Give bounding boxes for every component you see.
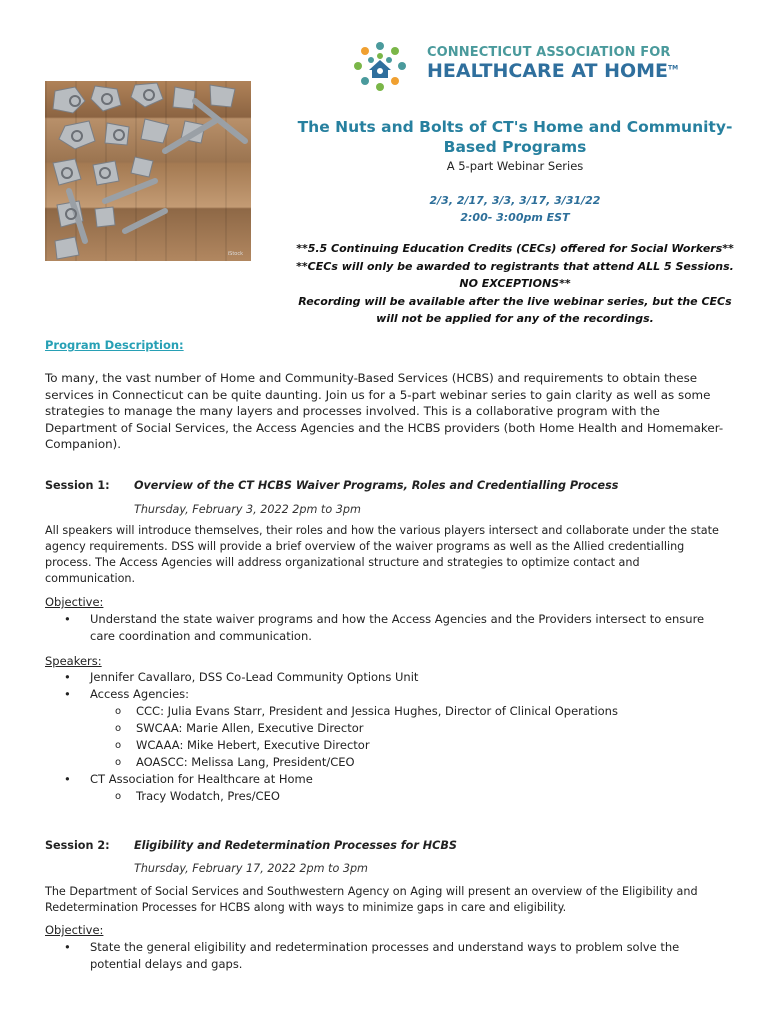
session2-description: The Department of Social Services and Southwestern Agency on Aging will present an overview of the Eligibility and Redetermination Processes for HCBS along with ways to minimize gaps in care and eligibility. xyxy=(45,885,698,914)
access-agency-item: o AOASCC: Melissa Lang, President/CEO xyxy=(115,755,355,769)
bullet-icon: • xyxy=(64,772,71,786)
session2-objective-label: Objective: xyxy=(45,923,104,937)
nuts-and-bolts-photo xyxy=(45,81,251,261)
cthh-speaker-item: o Tracy Wodatch, Pres/CEO xyxy=(115,789,280,803)
circle-bullet-icon: o xyxy=(115,757,122,768)
access-agency-item: o CCC: Julia Evans Starr, President and Jessica Hughes, Director of Clinical Operations xyxy=(115,704,618,718)
session1-date: Thursday, February 3, 2022 2pm to 3pm xyxy=(134,503,361,516)
cec-notes: **5.5 Continuing Education Credits (CECs) offered for Social Workers** **CECs will only be awarded to registrants that attend ALL 5 Sessions. NO EXCEPTIONS** Recording will be available after the live webinar series, but the CECs will not be applied for any of the recordings. xyxy=(296,242,734,325)
webinar-dates: 2/3, 2/17, 3/3, 3/17, 3/31/22 2:00- 3:00pm EST xyxy=(429,194,601,224)
access-agency-item: o SWCAA: Marie Allen, Executive Director xyxy=(115,721,364,735)
session2-label: Session 2: xyxy=(45,839,110,852)
bullet-icon: • xyxy=(64,687,71,701)
logo-line2: HEALTHCARE AT HOME™ xyxy=(427,60,679,82)
circle-bullet-icon: o xyxy=(115,706,122,717)
speaker-item: • Access Agencies: xyxy=(64,687,190,701)
logo-line1: CONNECTICUT ASSOCIATION FOR xyxy=(427,45,671,60)
bullet-icon: • xyxy=(64,670,71,684)
session2-objective-item: • State the general eligibility and redetermination processes and understand ways to problem solve the potential delays and gaps. xyxy=(64,940,680,971)
organization-logo xyxy=(345,38,690,100)
speaker-item: • Jennifer Cavallaro, DSS Co-Lead Community Options Unit xyxy=(64,670,419,684)
speaker-item: • CT Association for Healthcare at Home xyxy=(64,772,313,786)
logo-emblem-icon xyxy=(345,38,415,100)
hardware-pile-illustration xyxy=(45,81,251,261)
program-description-text: To many, the vast number of Home and Community-Based Services (HCBS) and requirements to obtain these services in Connecticut can be quite daunting. Join us for a 5-part webinar series to gain clarity as well as some strategies to manage the many layers and processes involved. This is a collaborative program with the Department of Social Services, the Access Agencies and the HCBS providers (both Home Health and Homemaker-Companion). xyxy=(45,371,724,451)
page-subtitle: A 5-part Webinar Series xyxy=(446,159,584,173)
circle-bullet-icon: o xyxy=(115,740,122,751)
circle-bullet-icon: o xyxy=(115,791,122,802)
session1-objective-label: Objective: xyxy=(45,595,104,609)
session1-speakers-label: Speakers: xyxy=(45,654,102,668)
photo-watermark: iStock xyxy=(227,251,243,257)
circle-bullet-icon: o xyxy=(115,723,122,734)
session1-label: Session 1: xyxy=(45,479,110,492)
access-agency-item: o WCAAA: Mike Hebert, Executive Director xyxy=(115,738,370,752)
program-description-label: Program Description: xyxy=(45,338,184,352)
session1-description: All speakers will introduce themselves, their roles and how the various players intersect and collaborate under the state agency requirements. DSS will provide a brief overview of the waiver programs as well as the Allied credentialling process. The Access Agencies will address organizational structure and strategies to optimize contact and communication. xyxy=(45,524,719,585)
session2-date: Thursday, February 17, 2022 2pm to 3pm xyxy=(134,862,368,875)
session2-title: Eligibility and Redetermination Processes for HCBS xyxy=(134,839,457,852)
session1-objective-item: • Understand the state waiver programs and how the Access Agencies and the Providers intersect to ensure care coordination and communication. xyxy=(64,612,705,643)
session1-title: Overview of the CT HCBS Waiver Programs, Roles and Credentialling Process xyxy=(134,479,619,492)
bullet-icon: • xyxy=(64,940,71,954)
bullet-icon: • xyxy=(64,612,71,626)
page-title: The Nuts and Bolts of CT's Home and Community- Based Programs xyxy=(297,118,733,156)
